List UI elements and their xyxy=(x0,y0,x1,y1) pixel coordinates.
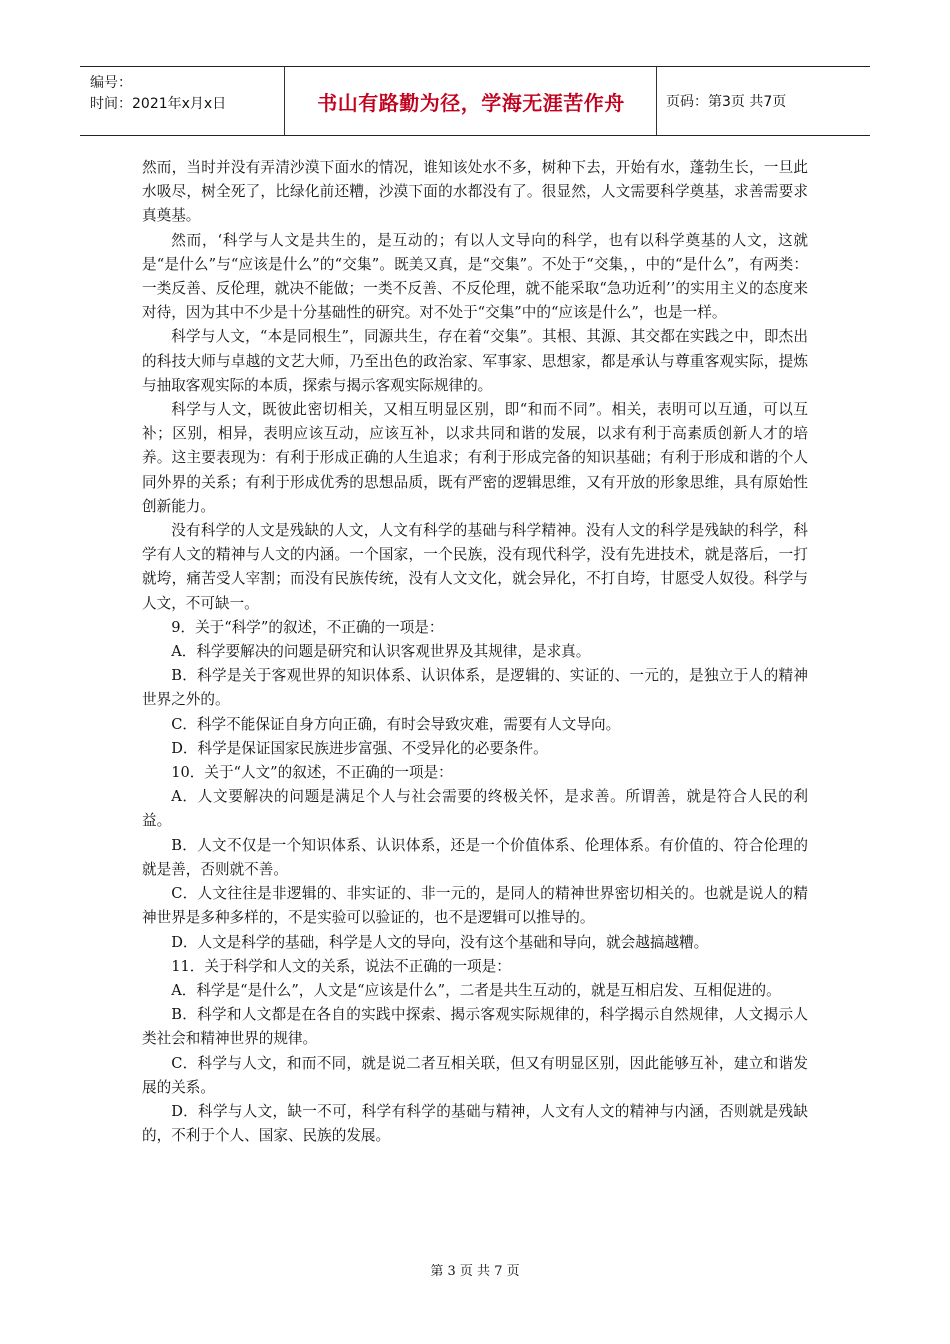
page-footer: 第 3 页 共 7 页 xyxy=(430,1264,520,1279)
paragraph: 然而，‘科学与人文是共生的，是互动的；有以人文导向的科学，也有以科学奠基的人文，这就是“是什么”与“应该是什么”的“交集”。既美又真，是“交集”。不处于“交集，，中的“是什么”，有两类：一类反善、反伦理，就决不能做；一类不反善、不反伦理，就不能采取“急功近利’’的实用主义的态度来对待，因为其中不少是十分基础性的研究。对不处于“交集”中的“应该是什么”，也是一样。 xyxy=(142,231,808,322)
question-10: 10．关于“人文”的叙述，不正确的一项是： xyxy=(171,764,453,782)
question-11-option-b: B．科学和人文都是在各自的实践中探索、揭示客观实际规律的，科学揭示自然规律，人文揭示人类社会和精神世界的规律。 xyxy=(142,1006,808,1048)
paragraph: 科学与人文，“本是同根生”，同源共生，存在着“交集”。其根、其源、其交都在实践之中，即杰出的科技大师与卓越的文艺大师，乃至出色的政治家、军事家、思想家，都是承认与尊重客观实际，提炼与抽取客观实际的本质，探索与揭示客观实际规律的。 xyxy=(142,328,808,394)
header-meta xyxy=(90,73,280,115)
document-body xyxy=(142,156,808,1148)
question-10-option-d: D．人文是科学的基础，科学是人文的导向，没有这个基础和导向，就会越搞越糟。 xyxy=(171,933,709,951)
page-header xyxy=(80,66,870,136)
question-10-option-a: A．人文要解决的问题是满足个人与社会需要的终极关怀，是求善。所谓善，就是符合人民的利益。 xyxy=(142,788,808,830)
question-11-option-d: D．科学与人文，缺一不可，科学有科学的基础与精神，人文有人文的精神与内涵，否则就是残缺的，不利于个人、国家、民族的发展。 xyxy=(142,1102,808,1145)
header-motto: 书山有路勤为径，学海无涯苦作舟 xyxy=(317,91,625,115)
question-9-option-d: D．科学是保证国家民族进步富强、不受异化的必要条件。 xyxy=(171,739,548,757)
question-9-option-c: C．科学不能保证自身方向正确，有时会导致灾难，需要有人文导向。 xyxy=(171,715,621,733)
header-divider xyxy=(656,67,657,135)
header-number-label: 编号： xyxy=(90,75,132,91)
header-divider xyxy=(284,67,285,135)
header-page-code: 页码：第3页 共7页 xyxy=(666,94,787,110)
paragraph: 科学与人文，既彼此密切相关，又相互明显区别，即“和而不同”。相关，表明可以互通，可以互补；区别，相异，表明应该互动，应该互补，以求共同和谐的发展，以求有利于高素质创新人才的培养。这主要表现为：有利于形成正确的人生追求；有利于形成完备的知识基础；有利于形成和谐的个人同外界的关系；有利于形成优秀的思想品质，既有严密的逻辑思维，又有开放的形象思维，具有原始性创新能力。 xyxy=(142,401,808,515)
question-9-option-b: B．科学是关于客观世界的知识体系、认识体系，是逻辑的、实证的、一元的，是独立于人的精神世界之外的。 xyxy=(142,667,808,709)
question-9: 9．关于“科学”的叙述，不正确的一项是： xyxy=(171,618,444,636)
question-11-option-a: A．科学是“是什么”，人文是“应该是什么”，二者是共生互动的，就是互相启发、互相促进的。 xyxy=(171,981,781,999)
paragraph: 没有科学的人文是残缺的人文，人文有科学的基础与科学精神。没有人文的科学是残缺的科学，科学有人文的精神与人文的内涵。一个国家，一个民族，没有现代科学，没有先进技术，就是落后，一打就垮，痛苦受人宰割；而没有民族传统，没有人文文化，就会异化，不打自垮，甘愿受人奴役。科学与人文，不可缺一。 xyxy=(142,522,808,612)
question-10-option-b: B．人文不仅是一个知识体系、认识体系，还是一个价值体系、伦理体系。有价值的、符合伦理的就是善，否则就不善。 xyxy=(142,836,808,878)
question-11: 11．关于科学和人文的关系，说法不正确的一项是： xyxy=(171,957,511,975)
question-11-option-c: C．科学与人文，和而不同，就是说二者互相关联，但又有明显区别，因此能够互补，建立和谐发展的关系。 xyxy=(142,1054,808,1096)
paragraph: 然而，当时并没有弄清沙漠下面水的情况，谁知该处水不多，树种下去，开始有水，蓬勃生长，一旦此水吸尽，树全死了，比绿化前还糟，沙漠下面的水都没有了。很显然，人文需要科学奠基，求善需要求真奠基。 xyxy=(142,159,808,225)
header-time-label: 时间：2021年x月x日 xyxy=(90,96,227,112)
question-10-option-c: C．人文往往是非逻辑的、非实证的、非一元的，是同人的精神世界密切相关的。也就是说人的精神世界是多种多样的，不是实验可以验证的，也不是逻辑可以推导的。 xyxy=(142,885,808,927)
question-9-option-a: A．科学要解决的问题是研究和认识客观世界及其规律，是求真。 xyxy=(171,643,591,661)
